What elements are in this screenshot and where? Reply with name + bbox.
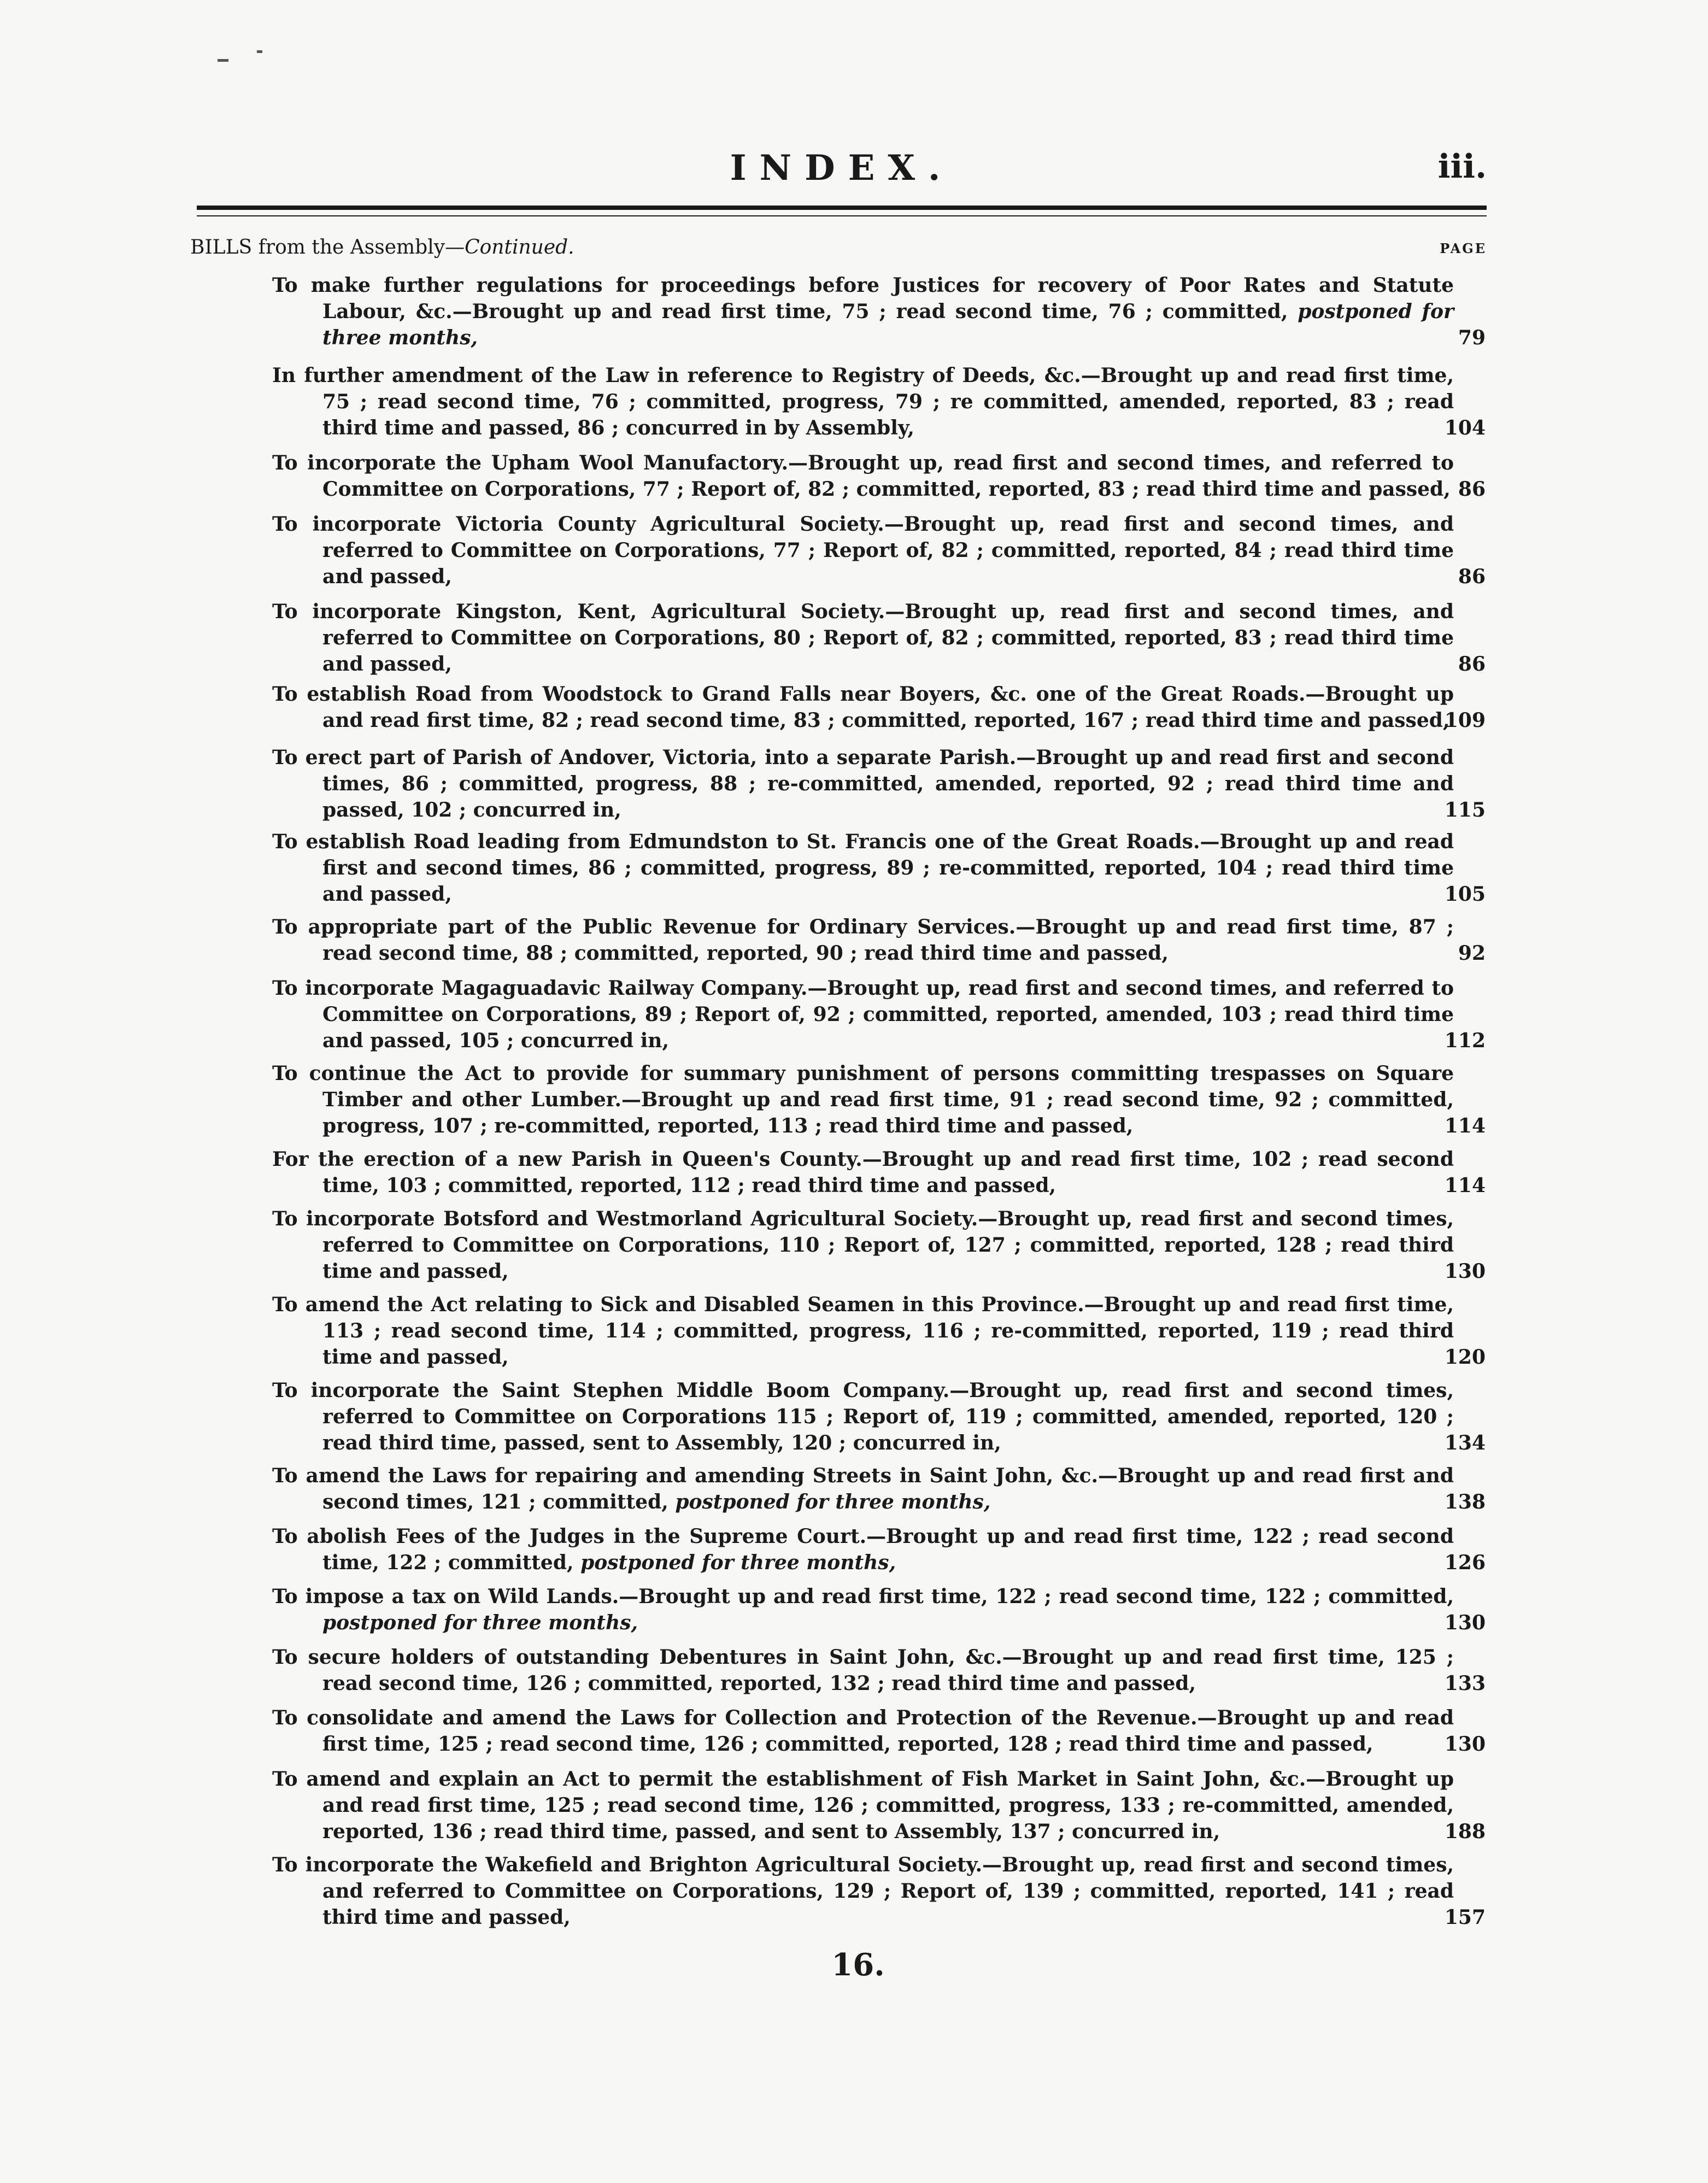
entry-text: [272, 272, 1454, 351]
entry-body: To incorporate Kingston, Kent, Agricultural Society.—Brought up, read first and second times, and referred to Committee on Corporations, 80 ; Report of, 82 ; committed, reported, 83 ; read third time and passed,: [272, 600, 1454, 676]
entry-page-number: 130: [1444, 1611, 1486, 1634]
entry-body: To amend the Laws for repairing and amending Streets in Saint John, &c.—Brought up and read first and second times, 121 ; committed,: [272, 1464, 1454, 1513]
entry-body: To erect part of Parish of Andover, Victoria, into a separate Parish.—Brought up and read first and second times, 86 ; committed, progress, 88 ; re-committed, amended, reported, 92 ; read third time and passed, 102 ; concurred in,: [272, 746, 1454, 821]
page-title: INDEX.: [730, 148, 954, 189]
entry-body: To appropriate part of the Public Revenue for Ordinary Services.—Brought up and read first time, 87 ; read second time, 88 ; committed, reported, 90 ; read third time and passed,: [272, 916, 1454, 965]
entry-text: [272, 598, 1454, 677]
entry-text: [272, 1705, 1454, 1757]
entry-page-number: 114: [1444, 1114, 1486, 1137]
entry-body: To incorporate the Upham Wool Manufactory.—Brought up, read first and second times, and referred to Committee on Corporations, 77 ; Report of, 82 ; committed, reported, 83 ; read third time and passed,: [272, 451, 1454, 501]
index-entry: [272, 1523, 1486, 1576]
index-entry: [272, 744, 1486, 823]
index-entry: [272, 1583, 1486, 1636]
entry-body: To amend and explain an Act to permit the establishment of Fish Market in Saint John, &c.—Brought up and read first time, 125 ; read second time, 126 ; committed, progress, 133 ; re-committed, amended, reported, 136 ; read third time, passed, and sent to Assembly, 137 ; concurred in,: [272, 1768, 1454, 1843]
entry-body: To incorporate the Wakefield and Brighton Agricultural Society.—Brought up, read first and second times, and referred to Committee on Corporations, 129 ; Report of, 139 ; committed, reported, 141 ; read third time and passed,: [272, 1853, 1454, 1929]
entry-page-number: 188: [1444, 1820, 1486, 1843]
entry-page-number: 112: [1444, 1029, 1486, 1052]
entry-body: To make further regulations for proceedings before Justices for recovery of Poor Rates and Statute Labour, &c.—Brought up and read first time, 75 ; read second time, 76 ; committed,: [272, 274, 1454, 323]
entry-body: To amend the Act relating to Sick and Disabled Seamen in this Province.—Brought up and read first time, 113 ; read second time, 114 ; committed, progress, 116 ; re-committed, reported, 119 ; read third time and passed,: [272, 1293, 1454, 1369]
index-entry: [272, 272, 1486, 351]
index-entry: [272, 450, 1486, 502]
entry-page-number: 114: [1444, 1174, 1486, 1197]
entry-body: To abolish Fees of the Judges in the Supreme Court.—Brought up and read first time, 122 ; read second time, 122 ; committed,: [272, 1525, 1454, 1574]
section-heading-continued: Continued.: [465, 236, 574, 259]
page-numeral: iii.: [1437, 148, 1487, 186]
index-entry: [272, 598, 1486, 677]
entry-text: [272, 914, 1454, 966]
printer-signature: 16.: [831, 1947, 885, 1983]
entry-body: To consolidate and amend the Laws for Collection and Protection of the Revenue.—Brought up and read first time, 125 ; read second time, 126 ; committed, reported, 128 ; read third time and passed,: [272, 1706, 1454, 1756]
entry-page-number: 138: [1444, 1490, 1486, 1513]
entry-text: [272, 681, 1454, 733]
entry-page-number: 109: [1444, 709, 1486, 732]
index-entry: [272, 1146, 1486, 1199]
entry-text: [272, 1463, 1454, 1515]
entry-page-number: 157: [1444, 1906, 1486, 1929]
index-entry: [272, 681, 1486, 733]
entry-text: [272, 511, 1454, 590]
section-heading-text: BILLS from the Assembly—: [190, 236, 465, 259]
entry-page-number: 86: [1458, 478, 1486, 501]
entry-page-number: 92: [1458, 942, 1486, 965]
entry-body: To impose a tax on Wild Lands.—Brought up and read first time, 122 ; read second time, 122 ; committed,: [272, 1585, 1454, 1608]
index-entry: [272, 511, 1486, 590]
entry-text: [272, 1852, 1454, 1930]
entry-page-number: 86: [1458, 565, 1486, 588]
entry-text: [272, 1644, 1454, 1697]
entry-text: [272, 829, 1454, 907]
entry-page-number: 79: [1458, 326, 1486, 349]
entry-body: To incorporate Victoria County Agricultural Society.—Brought up, read first and second times, and referred to Committee on Corporations, 77 ; Report of, 82 ; committed, reported, 84 ; read third time and passed,: [272, 513, 1454, 588]
index-entry: [272, 1377, 1486, 1456]
index-entry: [272, 1852, 1486, 1930]
index-entry: [272, 914, 1486, 966]
entry-italic: postponed for three months,: [322, 300, 1454, 349]
entry-page-number: 130: [1444, 1733, 1486, 1756]
entry-text: [272, 362, 1454, 441]
entry-page-number: 134: [1444, 1431, 1486, 1454]
index-entry: [272, 1766, 1486, 1845]
entry-body: In further amendment of the Law in reference to Registry of Deeds, &c.—Brought up and read first time, 75 ; read second time, 76 ; committed, progress, 79 ; re committed, amended, reported, 83 ; read third time and passed, 86 ; concurred in by Assembly,: [272, 364, 1454, 439]
entry-body: For the erection of a new Parish in Queen's County.—Brought up and read first time, 102 ; read second time, 103 ; committed, reported, 112 ; read third time and passed,: [272, 1148, 1454, 1197]
entry-text: [272, 450, 1454, 502]
index-entry: [272, 1206, 1486, 1284]
entry-page-number: 105: [1444, 883, 1486, 906]
entry-page-number: 133: [1444, 1672, 1486, 1695]
index-entry: [272, 1060, 1486, 1139]
index-entry: [272, 975, 1486, 1054]
entry-page-number: 130: [1444, 1260, 1486, 1283]
entry-text: [272, 1766, 1454, 1845]
index-entry: [272, 1644, 1486, 1697]
entry-text: [272, 1292, 1454, 1370]
entry-text: [272, 1377, 1454, 1456]
entry-page-number: 120: [1444, 1346, 1486, 1369]
entry-body: To incorporate Magaguadavic Railway Company.—Brought up, read first and second times, and referred to Committee on Corporations, 89 ; Report of, 92 ; committed, reported, amended, 103 ; read third time and passed, 105 ; concurred in,: [272, 977, 1454, 1052]
index-entry: [272, 1292, 1486, 1370]
index-entry: [272, 829, 1486, 907]
entry-body: To continue the Act to provide for summary punishment of persons committing trespasses on Square Timber and other Lumber.—Brought up and read first time, 91 ; read second time, 92 ; committed, progress, 107 ; re-committed, reported, 113 ; read third time and passed,: [272, 1062, 1454, 1137]
index-entry: [272, 1463, 1486, 1515]
entry-body: To establish Road from Woodstock to Grand Falls near Boyers, &c. one of the Great Roads.—Brought up and read first time, 82 ; read second time, 83 ; committed, reported, 167 ; read third time and passed,: [272, 683, 1454, 732]
entry-text: [272, 1206, 1454, 1284]
entry-text: [272, 744, 1454, 823]
entry-page-number: 126: [1444, 1551, 1486, 1574]
entry-italic: postponed for three months,: [675, 1490, 991, 1513]
entry-body: To establish Road leading from Edmundston to St. Francis one of the Great Roads.—Brought up and read first and second times, 86 ; committed, progress, 89 ; re-committed, reported, 104 ; read third time and passed,: [272, 830, 1454, 906]
index-entry: [272, 1705, 1486, 1757]
entry-body: To secure holders of outstanding Debentures in Saint John, &c.—Brought up and read first time, 125 ; read second time, 126 ; committed, reported, 132 ; read third time and passed,: [272, 1646, 1454, 1695]
entry-text: [272, 1146, 1454, 1199]
entry-italic: postponed for three months,: [322, 1611, 638, 1634]
entry-italic: postponed for three months,: [580, 1551, 896, 1574]
index-entry: [272, 362, 1486, 441]
entry-text: [272, 975, 1454, 1054]
entry-page-number: 104: [1444, 416, 1486, 439]
entry-body: To incorporate Botsford and Westmorland Agricultural Society.—Brought up, read first and second times, referred to Committee on Corporations, 110 ; Report of, 127 ; committed, reported, 128 ; read third time and passed,: [272, 1207, 1454, 1283]
entry-page-number: 86: [1458, 653, 1486, 676]
entry-text: [272, 1583, 1454, 1636]
entry-page-number: 115: [1444, 799, 1486, 821]
entry-text: [272, 1523, 1454, 1576]
entry-text: [272, 1060, 1454, 1139]
entry-body: To incorporate the Saint Stephen Middle Boom Company.—Brought up, read first and second times, referred to Committee on Corporations 115 ; Report of, 119 ; committed, amended, reported, 120 ; read third time, passed, sent to Assembly, 120 ; concurred in,: [272, 1379, 1454, 1454]
page-column-label: PAGE: [1440, 240, 1487, 256]
